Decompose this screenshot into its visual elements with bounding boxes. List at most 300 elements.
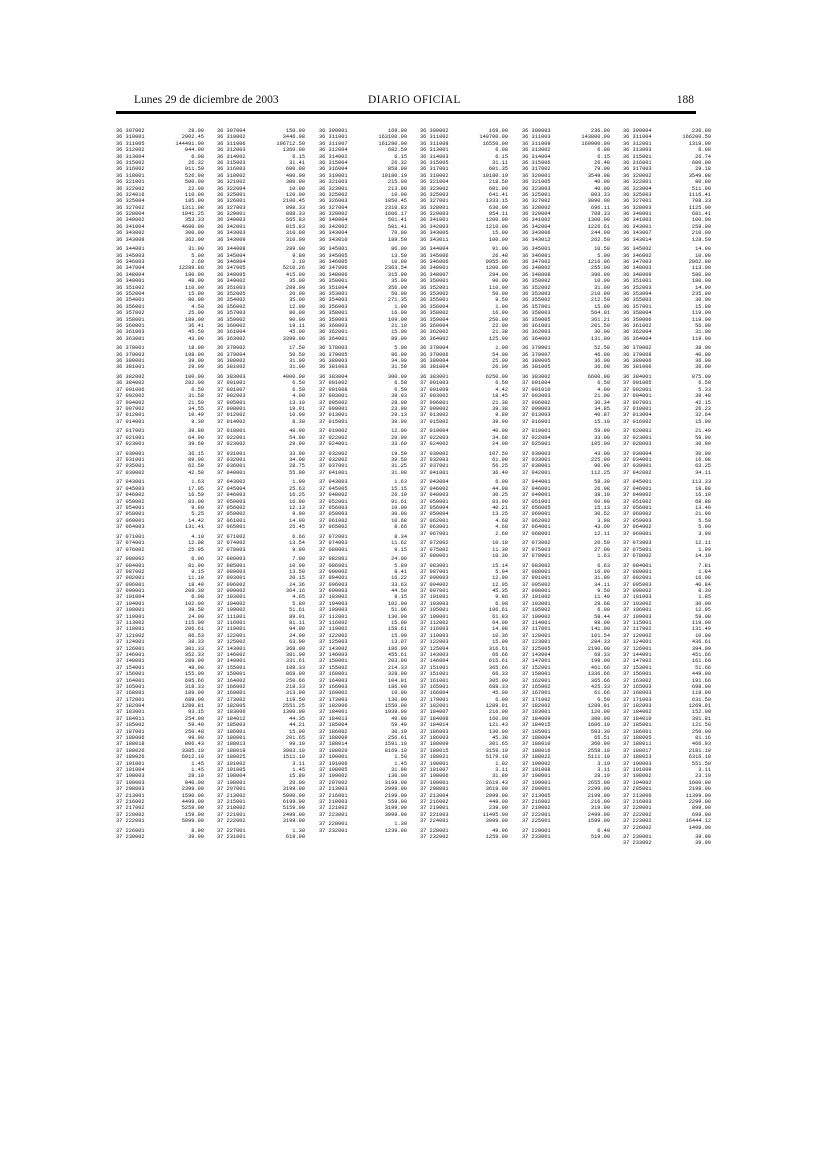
item-code: 37 095002	[522, 581, 551, 588]
item-code: 37 073002	[522, 540, 551, 547]
item-amount: 9.15	[394, 594, 407, 601]
item-code: 37 040001	[217, 469, 246, 476]
item-code: 36 361003	[116, 329, 145, 336]
item-code: 37 125004	[420, 645, 449, 652]
item-amount: 1259.00	[485, 834, 508, 841]
item-amount: 289.00	[285, 246, 305, 253]
item-code: 37 009002	[420, 405, 449, 412]
item-code: 37 184012	[217, 715, 246, 722]
item-amount: 2062.00	[688, 259, 711, 265]
item-amount: 11.40	[594, 594, 610, 601]
item-code: 36 318001	[116, 172, 145, 179]
page-number: 188	[676, 94, 694, 106]
item-code: 37 062002	[522, 517, 551, 524]
item-amount: 108.33	[285, 664, 305, 671]
item-amount: 216.00	[488, 709, 508, 716]
item-code: 36 314002	[319, 153, 348, 160]
item-code: 37 191006	[319, 760, 348, 767]
item-amount: 20.00	[391, 434, 407, 441]
item-code: 37 090002	[319, 568, 348, 575]
item-code: 36 325001	[522, 191, 551, 198]
item-amount: 803.33	[590, 191, 610, 198]
item-code: 36 380006	[623, 358, 652, 365]
item-amount: 12.95	[492, 581, 508, 588]
item-amount: 236.00	[590, 128, 610, 134]
item-amount: 4.00	[597, 386, 610, 393]
item-code: 36 356003	[319, 303, 348, 310]
item-code: 37 122002	[319, 632, 348, 639]
item-code: 37 101002	[522, 594, 551, 601]
listing-row	[420, 419, 508, 425]
item-amount: 98.00	[594, 620, 610, 627]
item-amount: 31.00	[289, 364, 305, 371]
item-code: 37 033001	[522, 457, 551, 464]
item-amount: 501.41	[387, 217, 407, 224]
item-code: 37 046003	[217, 492, 246, 499]
item-amount: 16.00	[289, 498, 305, 505]
header-publication: DIARIO OFICIAL	[368, 94, 461, 106]
listing-row	[217, 470, 305, 476]
item-code: 36 328001	[420, 204, 449, 211]
item-amount: 898.33	[285, 204, 305, 211]
item-amount: 9.15	[191, 568, 204, 575]
item-code: 37 149001	[217, 658, 246, 665]
item-amount: 26.23	[695, 405, 711, 412]
item-code: 37 020001	[623, 428, 652, 435]
item-code: 36 327001	[420, 198, 449, 205]
item-code: 37 119003	[420, 632, 449, 639]
item-code: 37 230002	[116, 834, 145, 841]
item-amount: 9.80	[292, 252, 305, 259]
item-code: 37 164001	[116, 677, 145, 684]
item-amount: 166200.50	[682, 134, 711, 141]
item-code: 37 188004	[522, 735, 551, 742]
item-amount: 944.00	[184, 147, 204, 154]
listing-row	[420, 553, 508, 559]
item-amount: 89.91	[289, 613, 305, 620]
item-amount: 1210.00	[485, 223, 508, 230]
item-code: 36 379003	[116, 351, 145, 358]
item-amount: 10.36	[492, 632, 508, 639]
item-code: 37 112001	[319, 613, 348, 620]
item-amount: 10.18	[492, 540, 508, 547]
item-amount: 250.48	[184, 728, 204, 735]
item-amount: 315.00	[387, 271, 407, 278]
item-code: 36 352005	[217, 290, 246, 297]
item-code: 36 362002	[420, 329, 449, 336]
item-amount: 3549.98	[688, 172, 711, 179]
item-code: 36 311009	[522, 140, 551, 147]
item-code: 36 344004	[420, 246, 449, 253]
item-code: 37 221003	[420, 811, 449, 818]
item-amount: 565.83	[285, 217, 305, 224]
item-code: 37 104002	[217, 600, 246, 607]
listing-row	[319, 237, 407, 243]
item-code: 36 379007	[522, 351, 551, 358]
item-code: 37 093001	[217, 575, 246, 582]
item-code: 37 007001	[623, 399, 652, 406]
item-code: 36 307004	[217, 128, 246, 134]
item-amount: 25.00	[188, 310, 204, 317]
item-amount: 2551.25	[282, 703, 305, 710]
item-amount: 381.00	[285, 651, 305, 658]
item-code: 37 008001	[217, 405, 246, 412]
item-amount: 31.25	[391, 463, 407, 470]
item-code: 37 185004	[319, 722, 348, 729]
item-code: 37 184015	[522, 722, 551, 729]
item-code: 36 347006	[319, 265, 348, 272]
item-amount: 210.00	[691, 230, 711, 237]
listing-row	[116, 336, 204, 342]
item-amount: 4.00	[292, 393, 305, 400]
item-code: 37 001002	[319, 380, 348, 387]
item-amount: 13.10	[289, 399, 305, 406]
item-code: 37 045003	[116, 485, 145, 492]
item-amount: 121.50	[691, 722, 711, 729]
item-amount: 1.30	[292, 827, 305, 834]
item-amount: 236.00	[691, 128, 711, 134]
item-amount: 8.90	[191, 827, 204, 834]
item-amount: 2902.45	[181, 134, 204, 141]
item-code: 37 189026	[116, 754, 145, 761]
item-amount: 28.10	[188, 773, 204, 780]
item-code: 36 362003	[522, 329, 551, 336]
item-code: 37 143004	[522, 651, 551, 658]
item-code: 37 001009	[420, 386, 449, 393]
item-code: 37 115001	[623, 620, 652, 627]
listing-row	[116, 441, 204, 447]
item-code: 36 328002	[522, 204, 551, 211]
item-amount: 353.33	[184, 217, 204, 224]
item-amount: 4.10	[191, 533, 204, 540]
item-code: 36 350002	[522, 278, 551, 285]
item-amount: 39.90	[695, 840, 711, 847]
item-code: 36 312002	[116, 147, 145, 154]
item-amount: 301.33	[184, 645, 204, 652]
item-amount: 199.00	[590, 658, 610, 665]
item-amount: 5.50	[698, 517, 711, 524]
item-code: 37 143002	[319, 645, 348, 652]
item-code: 37 230001	[623, 834, 652, 841]
item-code: 37 209001	[522, 786, 551, 793]
item-amount: 22.00	[188, 185, 204, 192]
item-amount: 5.00	[597, 252, 610, 259]
item-code: 37 188015	[420, 747, 449, 754]
item-code: 37 022003	[420, 434, 449, 441]
item-amount: 641.41	[488, 191, 508, 198]
item-code: 36 342003	[420, 223, 449, 230]
item-code: 36 383002	[522, 374, 551, 381]
item-amount: 28.00	[188, 128, 204, 134]
item-code: 37 187001	[116, 728, 145, 735]
item-code: 37 125002	[217, 639, 246, 646]
item-amount: 16.00	[391, 310, 407, 317]
item-code: 37 030004	[623, 450, 652, 457]
item-amount: 5210.26	[282, 265, 305, 272]
item-code: 37 098002	[623, 588, 652, 595]
item-amount: 310.00	[285, 230, 305, 237]
item-amount: 30.00	[391, 511, 407, 518]
item-amount: 13.50	[289, 568, 305, 575]
item-code: 37 198005	[319, 767, 348, 773]
item-code: 37 080001	[420, 552, 449, 559]
item-amount: 9.50	[597, 588, 610, 595]
item-amount: 119.00	[691, 690, 711, 697]
listing-row	[217, 818, 305, 824]
item-code: 36 314004	[522, 153, 551, 160]
listing-row	[623, 470, 711, 476]
item-amount: 436.61	[691, 639, 711, 646]
listing-column	[116, 128, 204, 840]
item-amount: 68.88	[695, 498, 711, 505]
item-amount: 559.00	[387, 798, 407, 805]
item-code: 36 343009	[217, 236, 246, 243]
item-amount: 2299.00	[587, 786, 610, 793]
item-amount: 91.61	[391, 498, 407, 505]
item-amount: 44.35	[289, 715, 305, 722]
item-code: 37 046002	[116, 492, 145, 499]
item-amount: 3549.98	[587, 172, 610, 179]
item-amount: 319.00	[590, 805, 610, 812]
item-code: 36 311008	[420, 140, 449, 147]
item-amount: 2499.00	[587, 811, 610, 818]
item-amount: 46.00	[594, 351, 610, 358]
item-code: 37 043002	[217, 479, 246, 486]
item-amount: 1511.10	[282, 754, 305, 761]
item-code: 37 199001	[420, 779, 449, 786]
item-amount: 391.81	[691, 715, 711, 722]
item-code: 36 359002	[217, 316, 246, 323]
item-code: 37 184009	[522, 715, 551, 722]
item-code: 36 345001	[522, 246, 551, 253]
item-amount: 6.08	[191, 153, 204, 160]
item-amount: 6316.10	[688, 754, 711, 761]
item-amount: 3199.00	[384, 779, 407, 786]
item-amount: 1.50	[394, 754, 407, 761]
listing-row	[522, 441, 610, 447]
item-code: 36 329001	[217, 211, 246, 218]
item-code: 37 208001	[420, 786, 449, 793]
item-amount: 23.10	[695, 773, 711, 780]
item-code: 37 124001	[116, 639, 145, 646]
item-amount: 119.00	[691, 310, 711, 317]
item-code: 36 340003	[217, 217, 246, 224]
item-amount: 131.00	[590, 335, 610, 342]
item-code: 36 317002	[522, 166, 551, 173]
item-amount: 26.32	[188, 159, 204, 166]
item-code: 37 186003	[420, 728, 449, 735]
item-amount: 12.08	[188, 540, 204, 547]
item-amount: 180.00	[691, 278, 711, 285]
item-code: 36 359003	[319, 316, 348, 323]
item-code: 37 191008	[522, 767, 551, 773]
item-code: 36 321004	[420, 179, 449, 186]
item-amount: 6.00	[495, 696, 508, 703]
item-amount: 206.61	[184, 626, 204, 633]
item-amount: 5.33	[698, 386, 711, 393]
item-code: 37 148001	[116, 658, 145, 665]
item-code: 36 380001	[116, 358, 145, 365]
item-amount: 911.50	[184, 166, 204, 173]
item-code: 37 041001	[420, 469, 449, 476]
item-amount: 6.00	[597, 607, 610, 614]
item-code: 37 199003	[116, 779, 145, 786]
item-amount: 708.33	[691, 198, 711, 205]
item-amount: 1200.00	[485, 265, 508, 272]
item-code: 36 343012	[522, 236, 551, 243]
listing-row	[420, 818, 508, 824]
item-code: 37 151001	[420, 671, 449, 678]
item-amount: 1116.41	[688, 191, 711, 198]
item-amount: 30.25	[492, 492, 508, 499]
item-amount: 14.90	[289, 517, 305, 524]
item-amount: 33.60	[391, 441, 407, 448]
listing-row	[217, 524, 305, 530]
item-code: 36 364004	[623, 335, 652, 342]
item-code: 36 310002	[217, 134, 246, 141]
item-amount: 58.39	[594, 479, 610, 486]
item-amount: 1239.00	[384, 827, 407, 834]
item-code: 37 089003	[217, 568, 246, 575]
item-amount: 55.00	[289, 469, 305, 476]
item-code: 37 018001	[217, 428, 246, 435]
item-amount: 33.00	[289, 450, 305, 457]
item-amount: 6250.00	[485, 374, 508, 381]
listing-row	[319, 364, 407, 370]
item-code: 37 213004	[420, 792, 449, 799]
listing-row	[420, 336, 508, 342]
item-amount: 2619.43	[485, 779, 508, 786]
item-amount: 5259.00	[181, 805, 204, 812]
item-amount: 91.00	[492, 246, 508, 253]
item-amount: 39.90	[188, 834, 204, 841]
item-code: 36 364003	[522, 335, 551, 342]
item-amount: 26.32	[391, 159, 407, 166]
item-code: 37 103002	[623, 600, 652, 607]
item-amount: 331.61	[285, 658, 305, 665]
item-amount: 110.00	[184, 191, 204, 198]
item-code: 37 016002	[623, 418, 652, 425]
item-code: 36 346002	[623, 252, 652, 259]
item-amount: 51.66	[695, 664, 711, 671]
item-amount: 6.15	[394, 153, 407, 160]
item-code: 37 171002	[522, 696, 551, 703]
item-code: 37 220002	[116, 811, 145, 818]
item-amount: 203.00	[387, 658, 407, 665]
listing-row	[217, 419, 305, 425]
item-amount: 112.25	[590, 469, 610, 476]
item-code: 37 190002	[522, 760, 551, 767]
item-code: 37 172001	[116, 696, 145, 703]
item-code: 37 064002	[623, 524, 652, 531]
item-amount: 1.45	[191, 760, 204, 767]
item-amount: 1850.45	[384, 198, 407, 205]
item-code: 37 046002	[420, 485, 449, 492]
item-amount: 21.10	[391, 322, 407, 329]
item-amount: 86.00	[391, 246, 407, 253]
item-code: 37 006002	[522, 399, 551, 406]
item-amount: 23.90	[391, 405, 407, 412]
item-code: 37 075001	[623, 546, 652, 553]
item-amount: 49.00	[391, 715, 407, 722]
item-code: 36 321001	[116, 179, 145, 186]
item-code: 36 329002	[319, 211, 348, 218]
item-code: 37 056004	[420, 505, 449, 511]
item-code: 37 173002	[217, 696, 246, 703]
item-code: 37 099003	[319, 588, 348, 595]
item-code: 37 017001	[116, 428, 145, 435]
item-amount: 16.50	[188, 492, 204, 499]
listing-row	[217, 441, 305, 447]
item-amount: 26.10	[391, 492, 407, 499]
item-code: 36 311004	[623, 134, 652, 141]
item-code: 37 227001	[217, 827, 246, 834]
item-amount: 5999.00	[181, 818, 204, 825]
listing-row	[217, 336, 305, 342]
item-code: 37 161001	[420, 677, 449, 684]
item-code: 36 351003	[217, 284, 246, 291]
item-code: 37 056002	[217, 505, 246, 511]
item-amount: 3.19	[597, 760, 610, 767]
item-amount: 6199.00	[282, 798, 305, 805]
item-code: 37 001001	[217, 380, 246, 387]
item-code: 37 083002	[522, 562, 551, 569]
item-amount: 144491.00	[175, 140, 204, 147]
item-amount: 143800.00	[581, 134, 610, 141]
item-code: 37 146002	[217, 651, 246, 658]
item-amount: 600.00	[691, 159, 711, 166]
item-code: 37 147002	[623, 658, 652, 665]
item-code: 36 342004	[522, 223, 551, 230]
item-code: 37 039001	[623, 463, 652, 470]
item-code: 37 182005	[217, 703, 246, 710]
item-code: 37 225001	[522, 818, 551, 825]
item-amount: 3385.10	[181, 747, 204, 754]
item-amount: 3619.00	[485, 786, 508, 793]
item-amount: 58.90	[695, 434, 711, 441]
item-amount: 50.50	[289, 351, 305, 358]
item-amount: 159.00	[184, 811, 204, 818]
item-code: 36 351004	[319, 284, 348, 291]
item-code: 36 364002	[420, 335, 449, 342]
item-code: 36 346003	[116, 259, 145, 265]
item-code: 37 045005	[319, 485, 348, 492]
item-code: 37 233001	[522, 834, 551, 841]
item-code: 36 326001	[217, 198, 246, 205]
item-code: 36 316002	[116, 166, 145, 173]
item-amount: 34.00	[391, 358, 407, 365]
item-amount: 105.00	[590, 441, 610, 448]
item-code: 37 067001	[420, 530, 449, 537]
item-amount: 38.33	[188, 639, 204, 646]
item-amount: 48.00	[188, 664, 204, 671]
item-code: 37 016001	[522, 418, 551, 425]
item-amount: 2999.00	[384, 786, 407, 793]
item-code: 36 349002	[217, 278, 246, 285]
item-amount: 1590.00	[181, 792, 204, 799]
item-amount: 256.61	[387, 735, 407, 742]
item-code: 37 198006	[420, 773, 449, 780]
item-amount: 40.87	[594, 412, 610, 419]
item-amount: 4.68	[495, 517, 508, 524]
item-code: 36 315004	[319, 159, 348, 166]
item-amount: 35.00	[289, 278, 305, 285]
listing-row	[623, 364, 711, 370]
item-amount: 9.80	[495, 412, 508, 419]
item-code: 37 155001	[217, 664, 246, 671]
item-code: 37 146001	[116, 651, 145, 658]
item-code: 36 383004	[319, 374, 348, 381]
